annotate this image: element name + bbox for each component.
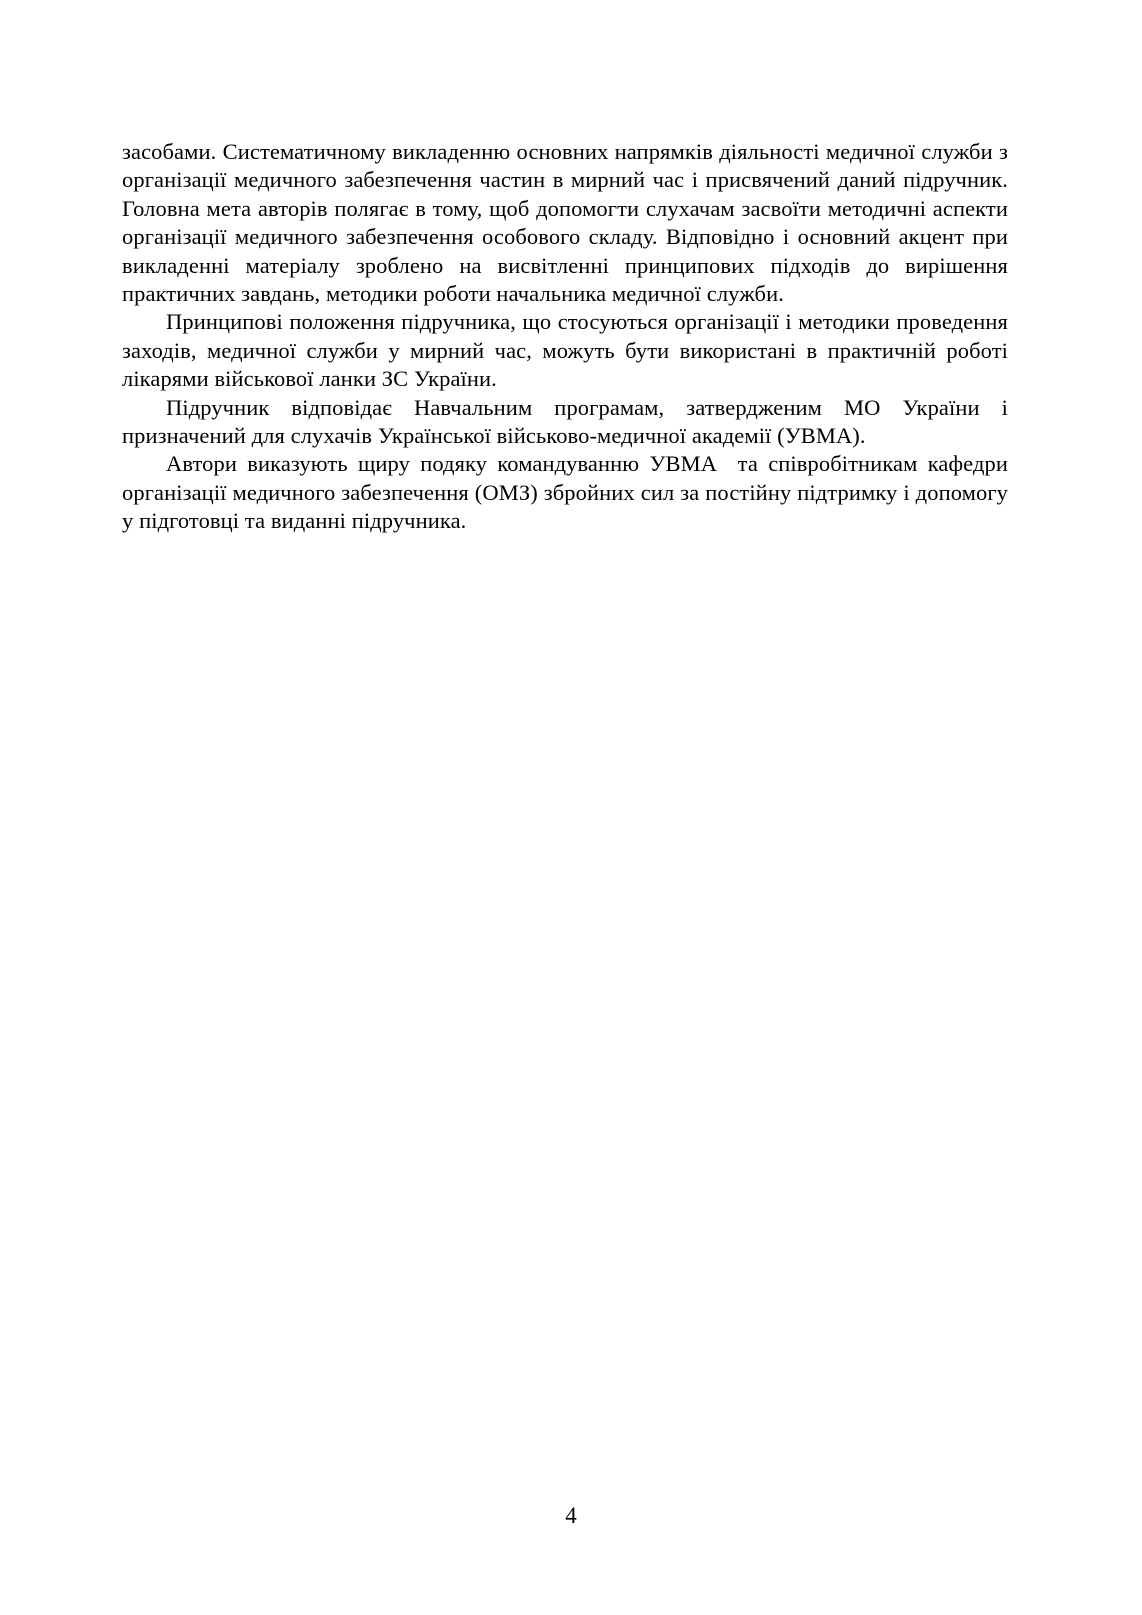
text-block: [122, 138, 1008, 536]
body-paragraph: Принципові положення підручника, що стосуються організації і методики проведення заходів, медичної служби у мирний час, можуть бути використані в практичній роботі лікарями військової ланки ЗС України.: [122, 309, 1008, 392]
body-paragraph: Підручник відповідає Навчальним програмам, затвердженим МО України і призначений для слухачів Української військово-медичної академії (УВМА).: [122, 394, 1008, 449]
page-number: 4: [565, 1503, 577, 1528]
body-paragraph: Автори виказують щиру подяку командуванню УВМА та співробітникам кафедри організації медичного забезпечення (ОМЗ) збройних сил за постійну підтримку і допомогу у підготовці та виданні підручника.: [122, 451, 1008, 534]
body-paragraph: засобами. Систематичному викладенню основних напрямків діяльності медичної служби з організації медичного забезпечення частин в мирний час і присвячений даний підручник. Головна мета авторів полягає в тому, щоб допомогти слухачам засвоїти методичні аспекти організації медичного забезпечення особового складу. Відповідно і основний акцент при викладенні матеріалу зроблено на висвітленні принципових підходів до вирішення практичних завдань, методики роботи начальника медичної служби.: [122, 139, 1008, 307]
